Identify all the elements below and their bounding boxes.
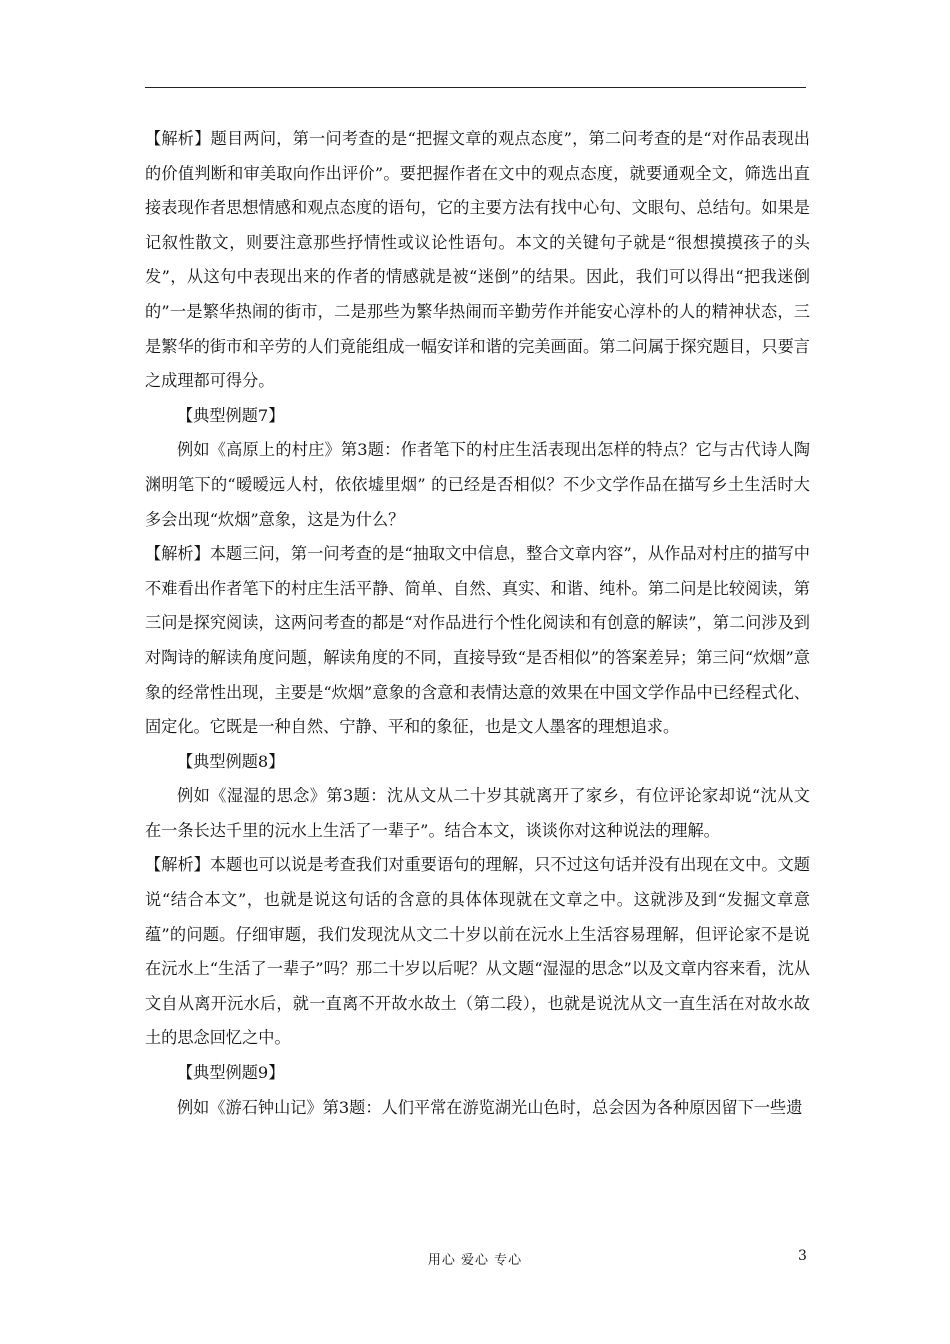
- page-number: 3: [798, 1248, 807, 1264]
- example-question-9: 例如《游石钟山记》第3题：人们平常在游览湖光山色时，总会因为各种原因留下一些遗: [177, 1097, 803, 1117]
- example-heading-9: 【典型例题9】: [177, 1063, 285, 1083]
- analysis-paragraph-6: 【解析】题目两问，第一问考查的是“把握文章的观点态度”，第二问考查的是“对作品表现出的价值判断和审美取向作出评价”。要把握作者在文中的观点态度，就要通观全文，筛选出直接表现作者思想情感和观点态度的语句，它的主要方法有找中心句、文眼句、总结句。如果是记叙性散文，则要注意那些抒情性或议论性语句。本文的关键句子就是“很想摸摸孩子的头发”，从这句中表现出来的作者的情感就是被“迷倒”的结果。因此，我们可以得出“把我迷倒的”一是繁华热闹的街市，二是那些为繁华热闹而辛勤劳作并能安心淳朴的人的精神状态，三是繁华的街市和辛劳的人们竟能组成一幅安详和谐的完美画面。第二问属于探究题目，只要言之成理都可得分。: [145, 129, 810, 391]
- analysis-paragraph-8: 【解析】本题也可以说是考查我们对重要语句的理解，只不过这句话并没有出现在文中。文题说“结合本文”，也就是说这句话的含意的具体体现就在文章之中。这就涉及到“发掘文章意蕴”的问题。仔细审题，我们发现沈从文二十岁以前在沅水上生活容易理解，但评论家不是说在沅水上“生活了一辈子”吗？那二十岁以后呢？从文题“湿湿的思念”以及文章内容来看，沈从文自从离开沅水后，就一直离不开故水故土（第二段），也就是说沈从文一直生活在对故水故土的思念回忆之中。: [145, 855, 810, 1048]
- example-heading-8: 【典型例题8】: [177, 751, 285, 771]
- header-rule: [145, 87, 806, 88]
- footer-motto: 用心 爱心 专心: [427, 1253, 523, 1268]
- example-question-7: 例如《高原上的村庄》第3题：作者笔下的村庄生活表现出怎样的特点？它与古代诗人陶渊明笔下的“暧暧远人村，依依墟里烟” 的已经是否相似？不少文学作品在描写乡土生活时大多会出现“炊烟”意象，这是为什么？: [145, 440, 810, 529]
- body-content: [145, 122, 810, 1125]
- example-heading-7: 【典型例题7】: [177, 405, 285, 425]
- example-question-8: 例如《湿湿的思念》第3题：沈从文从二十岁其就离开了家乡，有位评论家却说“沈从文在一条长达千里的沅水上生活了一辈子”。结合本文，谈谈你对这种说法的理解。: [145, 786, 810, 840]
- analysis-paragraph-7: 【解析】本题三问，第一问考查的是“抽取文中信息，整合文章内容”，从作品对村庄的描写中不难看出作者笔下的村庄生活平静、简单、自然、真实、和谐、纯朴。第二问是比较阅读，第三问是探究阅读，这两问考查的都是“对作品进行个性化阅读和有创意的解读”，第二问涉及到对陶诗的解读角度问题，解读角度的不同，直接导致“是否相似”的答案差异；第三问“炊烟”意象的经常性出现，主要是“炊烟”意象的含意和表情达意的效果在中国文学作品中已经程式化、固定化。它既是一种自然、宁静、平和的象征，也是文人墨客的理想追求。: [145, 544, 810, 737]
